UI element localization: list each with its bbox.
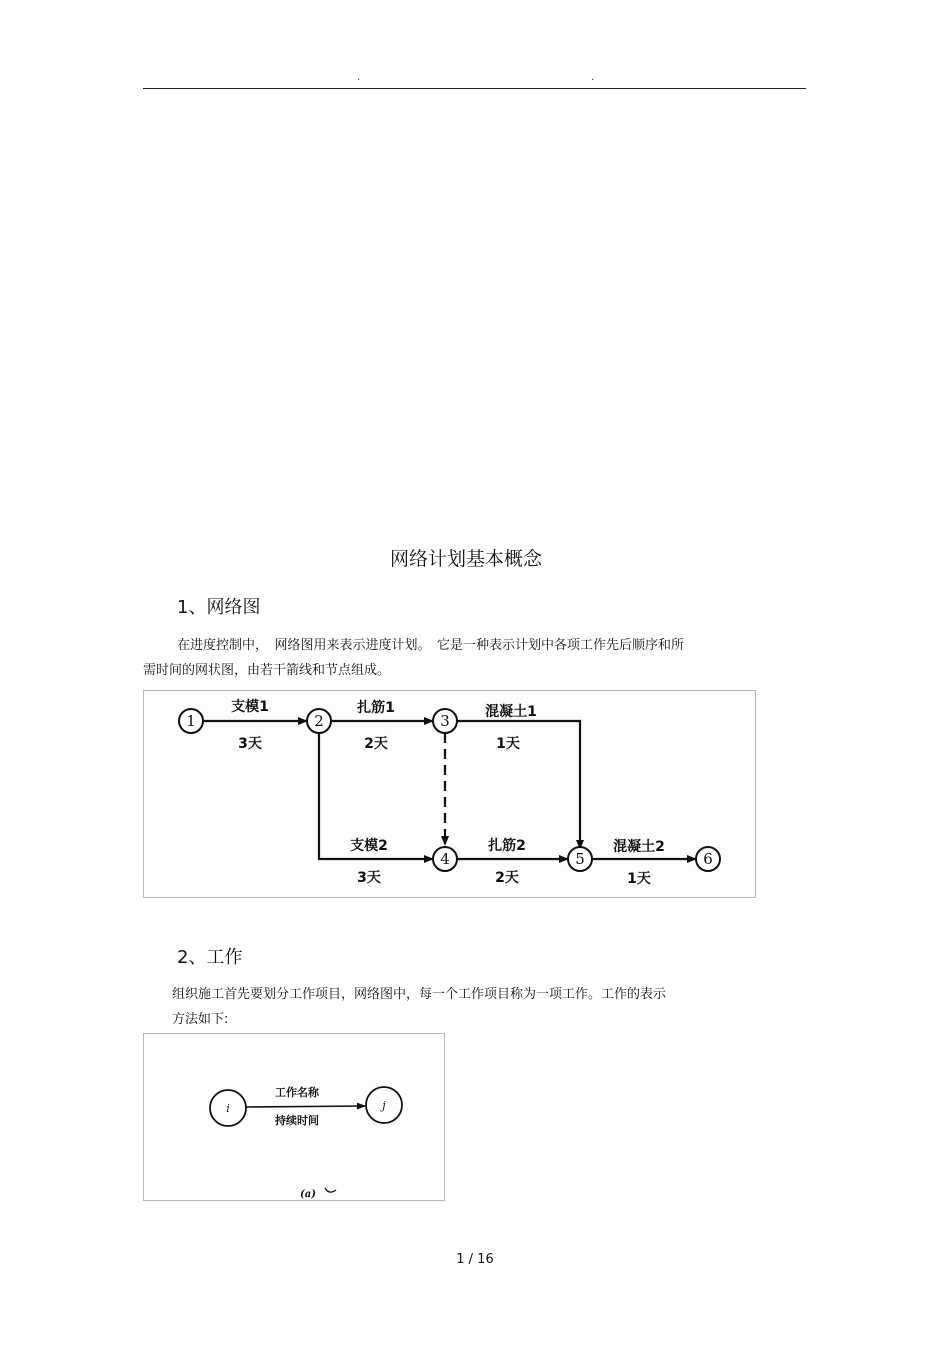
- network-diagram-figure: [143, 690, 756, 898]
- node-label-3: 3: [440, 712, 450, 730]
- activity-name-2: 扎筋1: [357, 700, 395, 716]
- activity-duration-4: 3天: [357, 870, 381, 886]
- activity-name-3: 混凝土1: [485, 704, 537, 720]
- activity-name-6: 混凝土2: [613, 839, 665, 855]
- section2-para-line-2: 方法如下:: [172, 1012, 229, 1027]
- work-notation-diagram: [144, 1034, 444, 1200]
- activity-duration-2: 2天: [364, 736, 388, 752]
- activity-name-4: 支模2: [350, 838, 388, 854]
- page-title: 网络计划基本概念: [389, 548, 542, 570]
- activity-duration-5: 2天: [495, 870, 519, 886]
- activity-name-1: 支模1: [231, 699, 269, 715]
- work-name-label: 工作名称: [275, 1086, 319, 1099]
- section1-para-line-1: 在进度控制中， 网络图用来表示进度计划。 它是一种表示计划中各项工作先后顺序和所: [177, 638, 685, 653]
- header-dot-left: .: [357, 72, 361, 83]
- work-arrow: [246, 1106, 365, 1107]
- activity-duration-6: 1天: [627, 871, 651, 887]
- node-label-4: 4: [440, 850, 450, 868]
- node-label-6: 6: [703, 850, 713, 868]
- activity-name-5: 扎筋2: [488, 838, 526, 854]
- node-j-label: j: [382, 1099, 386, 1112]
- activity-duration-3: 1天: [496, 736, 520, 752]
- section1-para-line-2: 需时间的网状图，由若干箭线和节点组成。: [143, 663, 391, 678]
- header-rule: [143, 88, 806, 89]
- section2-heading: 2、工作: [177, 947, 243, 968]
- section2-para-line-1: 组织施工首先要划分工作项目，网络图中，每一个工作项目称为一项工作。工作的表示: [172, 987, 667, 1002]
- figure-caption: (a): [300, 1189, 316, 1200]
- node-label-2: 2: [314, 712, 324, 730]
- header-dot-right: .: [591, 72, 595, 83]
- activity-duration-1: 3天: [238, 736, 262, 752]
- work-duration-label: 持续时间: [275, 1114, 319, 1127]
- section1-heading: 1、网络图: [177, 597, 261, 618]
- node-label-5: 5: [575, 850, 585, 868]
- network-diagram: [144, 691, 755, 897]
- page-number: 1 / 16: [456, 1252, 494, 1267]
- node-i-label: i: [226, 1102, 230, 1115]
- work-notation-figure: [143, 1033, 445, 1201]
- node-label-1: 1: [186, 712, 196, 730]
- caption-tick-mark: [325, 1188, 336, 1192]
